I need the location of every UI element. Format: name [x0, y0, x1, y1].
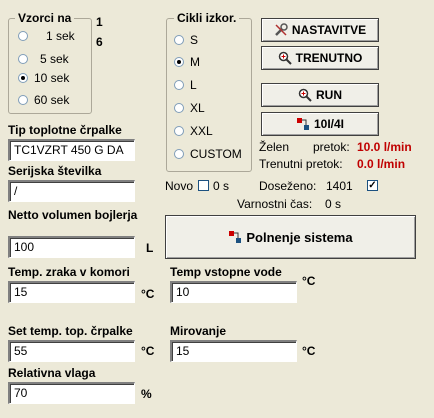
- vlaga-input[interactable]: 70: [8, 382, 135, 404]
- dosezeno-checkbox[interactable]: [367, 180, 378, 191]
- run-label: RUN: [316, 88, 342, 102]
- io-button[interactable]: [261, 112, 379, 136]
- polnenje-sistema-button[interactable]: [165, 215, 416, 259]
- vzorci-radio-label: 10 sek: [34, 71, 70, 85]
- radio-button-icon[interactable]: [174, 35, 184, 45]
- radio-button-icon[interactable]: [18, 54, 28, 64]
- nastavitve-button[interactable]: [261, 18, 379, 42]
- cikli-radio-xxl[interactable]: [174, 123, 213, 139]
- cikli-radio-label: M: [190, 55, 200, 69]
- mirovanje-label: Mirovanje: [170, 324, 227, 338]
- temp-vstopne-label: Temp vstopne vode: [170, 265, 282, 279]
- tip-label: Tip toplotne črpalke: [8, 123, 122, 137]
- tip-input[interactable]: TC1VZRT 450 G DA: [8, 139, 135, 161]
- dosezeno-label: Doseženo:: [259, 179, 317, 193]
- varnostni-label: Varnostni čas:: [237, 197, 313, 211]
- cikli-radio-label: CUSTOM: [190, 147, 242, 161]
- cikli-radio-m[interactable]: [174, 54, 200, 70]
- mirovanje-unit: °C: [302, 344, 316, 358]
- cikli-radio-label: S: [190, 33, 199, 47]
- radio-button-checked-icon[interactable]: [174, 57, 184, 67]
- run-button[interactable]: [261, 83, 379, 107]
- vzorci-radio-5[interactable]: [18, 51, 69, 67]
- vzorci-radio-label: 1 sek: [46, 29, 75, 43]
- set-temp-label: Set temp. top. črpalke: [8, 324, 133, 338]
- vzorci-side-value-1: 1: [96, 15, 103, 29]
- novo-checkbox[interactable]: [198, 180, 209, 191]
- temp-zraka-unit: °C: [141, 287, 155, 301]
- pump-icon: [228, 230, 242, 244]
- netto-label: Netto volumen bojlerja: [8, 208, 138, 222]
- vzorci-radio-10[interactable]: [18, 70, 69, 86]
- serijska-label: Serijska številka: [8, 164, 102, 178]
- cikli-radio-l[interactable]: [174, 77, 197, 93]
- cikli-radio-custom[interactable]: [174, 146, 242, 162]
- vzorci-radio-60[interactable]: [18, 92, 69, 108]
- cikli-radio-label: L: [190, 78, 197, 92]
- vlaga-label: Relativna vlaga: [8, 366, 96, 380]
- radio-button-icon[interactable]: [18, 31, 28, 41]
- vzorci-radio-1[interactable]: [18, 28, 75, 44]
- temp-vstopne-input[interactable]: 10: [170, 281, 297, 303]
- novo-label: Novo: [165, 179, 194, 193]
- vzorci-side-value-2: 6: [96, 35, 103, 49]
- nastavitve-label: NASTAVITVE: [291, 23, 367, 37]
- io-icon: [296, 117, 310, 131]
- temp-zraka-input[interactable]: 15: [8, 281, 135, 303]
- netto-input[interactable]: 100: [8, 236, 135, 258]
- cikli-radio-label: XL: [190, 101, 205, 115]
- tools-icon: [274, 23, 288, 37]
- trenutni-pretok-label: Trenutni pretok:: [259, 157, 343, 171]
- radio-button-icon[interactable]: [174, 80, 184, 90]
- mirovanje-input[interactable]: 15: [170, 340, 297, 362]
- set-temp-unit: °C: [141, 344, 155, 358]
- radio-button-checked-icon[interactable]: [18, 73, 28, 83]
- cikli-radio-s[interactable]: [174, 32, 198, 48]
- zelen-pretok-value: 10.0 l/min: [357, 140, 412, 154]
- radio-button-icon[interactable]: [174, 103, 184, 113]
- vzorci-legend: Vzorci na: [15, 11, 74, 25]
- cikli-legend: Cikli izkor.: [174, 11, 239, 25]
- magnifier-icon: [298, 88, 312, 102]
- io-label: 10I/4I: [313, 117, 345, 131]
- cikli-radio-label: XXL: [190, 124, 213, 138]
- zelen-sub-label: pretok:: [313, 140, 350, 154]
- radio-button-icon[interactable]: [174, 126, 184, 136]
- serijska-input[interactable]: /: [8, 180, 135, 202]
- polnenje-label: Polnenje sistema: [246, 229, 353, 245]
- varnostni-value: 0 s: [325, 197, 342, 211]
- set-temp-input[interactable]: 55: [8, 340, 135, 362]
- radio-button-icon[interactable]: [174, 149, 184, 159]
- trenutno-button[interactable]: [261, 46, 379, 70]
- netto-unit: L: [146, 241, 154, 255]
- radio-button-icon[interactable]: [18, 95, 28, 105]
- cikli-radio-xl[interactable]: [174, 100, 205, 116]
- checkmark-icon: ✓: [368, 179, 377, 191]
- vzorci-radio-label: 60 sek: [34, 93, 70, 107]
- dosezeno-value: 1401: [326, 179, 353, 193]
- temp-vstopne-unit: °C: [302, 274, 316, 288]
- magnifier-icon: [278, 51, 292, 65]
- trenutni-pretok-value: 0.0 l/min: [357, 157, 406, 171]
- vzorci-radio-label: 5 sek: [40, 52, 69, 66]
- trenutno-label: TRENUTNO: [295, 51, 363, 65]
- zelen-label: Želen: [259, 140, 290, 154]
- temp-zraka-label: Temp. zraka v komori: [8, 265, 130, 279]
- novo-value: 0 s: [213, 179, 230, 193]
- vlaga-unit: %: [141, 387, 152, 401]
